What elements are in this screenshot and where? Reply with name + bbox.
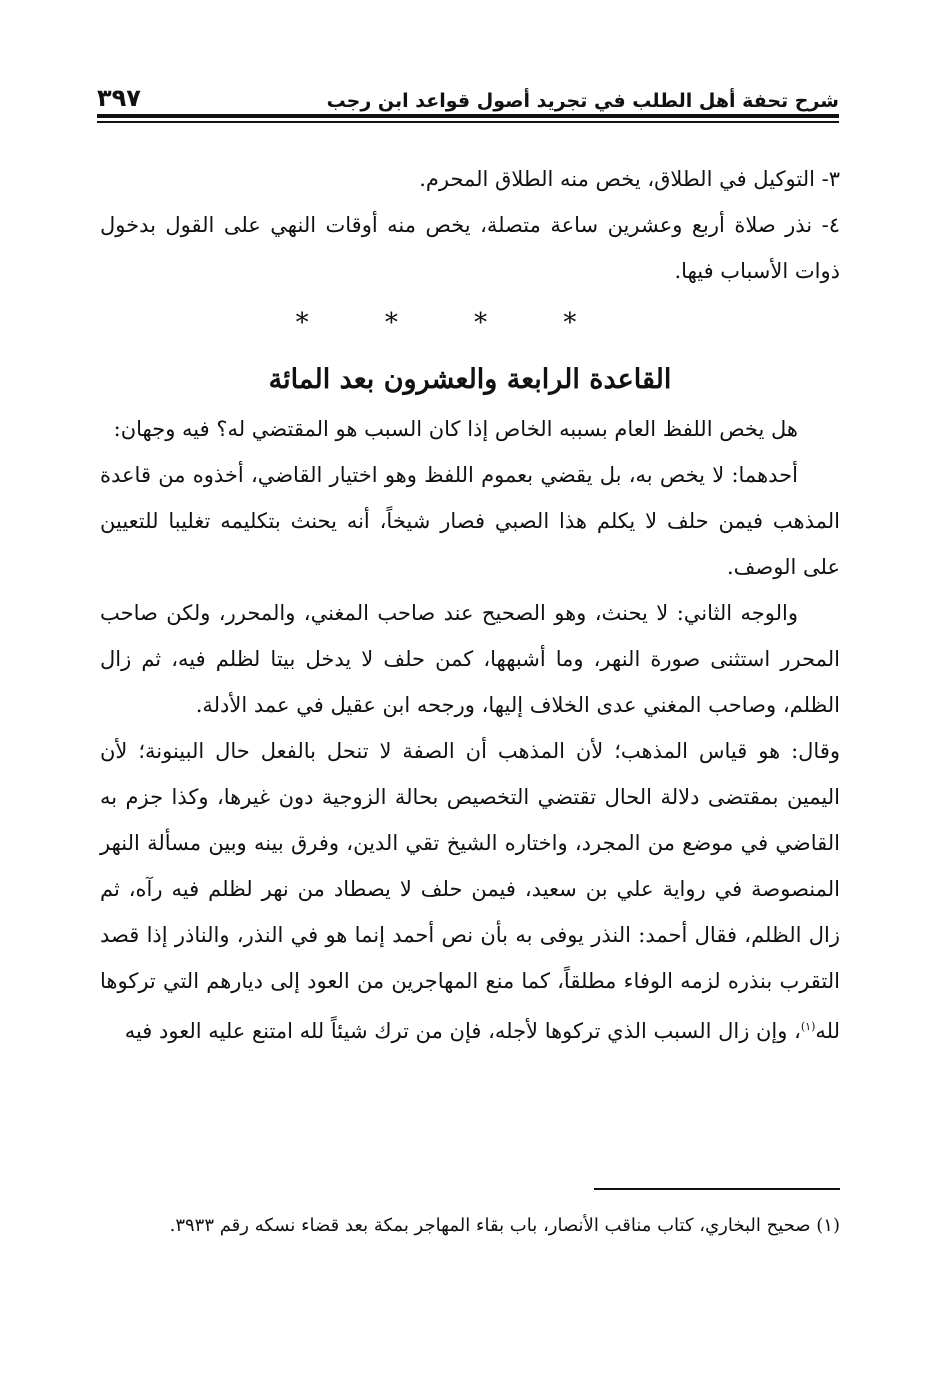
- header-rule-thin: [97, 121, 839, 123]
- main-text: [100, 156, 840, 1054]
- paragraph-analysis: [100, 728, 840, 1054]
- footnote: [100, 1206, 840, 1246]
- paragraph-analysis-text: وقال: هو قياس المذهب؛ لأن المذهب أن الصفة لا تنحل بالفعل حال البينونة؛ لأن اليمين بمقتضى دلالة الحال تقتضي التخصيص بحالة الزوجية دون غيرها، وكذا جزم به القاضي في موضع من المجرد، واختاره الشيخ تقي الدين، وفرق بينه وبين مسألة النهر المنصوصة في رواية علي بن سعيد، فيمن حلف لا يصطاد من نهر لظلم فيه رآه، ثم زال الظلم، فقال أحمد: النذر يوفى به بأن نص أحمد إنما هو في النذر، والناذر إذا قصد التقرب بنذره لزمه الوفاء مطلقاً، كما منع المهاجرين من العود إلى ديارهم التي تركوها لله: [100, 739, 840, 1043]
- header-rule-thick: [97, 114, 839, 118]
- footnote-text: (١) صحيح البخاري، كتاب مناقب الأنصار، باب بقاء المهاجر بمكة بعد قضاء نسكه رقم ٣٩٣٣.: [169, 1215, 840, 1236]
- paragraph-question: هل يخص اللفظ العام بسببه الخاص إذا كان السبب هو المقتضي له؟ فيه وجهان:: [113, 417, 798, 441]
- paragraph-analysis-continuation: ، وإن زال السبب الذي تركوها لأجله، فإن من ترك شيئاً لله امتنع عليه العود فيه: [124, 1019, 801, 1043]
- running-header: [97, 78, 839, 112]
- list-item-4: ٤- نذر صلاة أربع وعشرين ساعة متصلة، يخص منه أوقات النهي على القول بدخول ذوات الأسباب فيها.: [100, 213, 840, 283]
- section-separator: * * * *: [295, 308, 611, 338]
- list-item-3: ٣- التوكيل في الطلاق، يخص منه الطلاق المحرم.: [419, 167, 840, 191]
- footnote-separator: [594, 1188, 840, 1190]
- page-number: ٣٩٧: [97, 84, 141, 112]
- section-title: القاعدة الرابعة والعشرون بعد المائة: [268, 364, 672, 395]
- running-header-title: شرح تحفة أهل الطلب في تجريد أصول قواعد ابن رجب: [326, 90, 839, 112]
- paragraph-second-view: والوجه الثاني: لا يحنث، وهو الصحيح عند صاحب المغني، والمحرر، ولكن صاحب المحرر استثنى صورة النهر، وما أشبهها، كمن حلف لا يدخل بيتا لظلم فيه، ثم زال الظلم، وصاحب المغني عدى الخلاف إليها، ورجحه ابن عقيل في عمد الأدلة.: [100, 601, 840, 717]
- paragraph-first-view: أحدهما: لا يخص به، بل يقضي بعموم اللفظ وهو اختيار القاضي، أخذوه من قاعدة المذهب فيمن حلف لا يكلم هذا الصبي فصار شيخاً، أنه يحنث بتكليمه تغليبا للتعيين على الوصف.: [100, 463, 840, 579]
- footnote-reference: (١): [800, 1020, 816, 1033]
